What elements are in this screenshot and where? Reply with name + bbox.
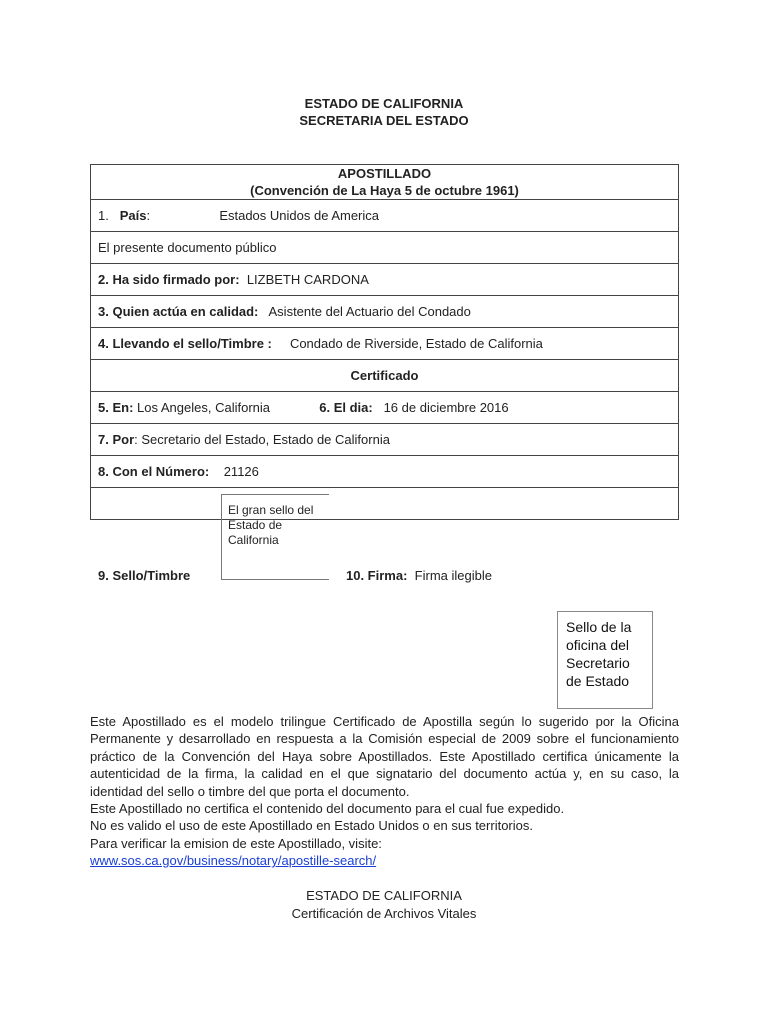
great-seal-box: El gran sello del Estado de California bbox=[221, 494, 329, 580]
sello-label: 4. Llevando el sello/Timbre : bbox=[98, 336, 272, 351]
header-secretary: SECRETARIA DEL ESTADO bbox=[299, 113, 469, 128]
calidad-row bbox=[91, 296, 679, 328]
calidad-value: Asistente del Actuario del Condado bbox=[268, 304, 471, 319]
office-seal-box: Sello de la oficina del Secretario de Estado bbox=[557, 611, 653, 709]
pais-value: Estados Unidos de America bbox=[219, 208, 380, 223]
title-row bbox=[91, 165, 679, 200]
pais-row bbox=[91, 200, 679, 232]
pais-colon: : bbox=[146, 208, 151, 223]
dia-value: 16 de diciembre 2016 bbox=[383, 400, 509, 415]
body-line-not-valid: No es valido el uso de este Apostillado en Estado Unidos o en sus territorios. bbox=[90, 818, 533, 834]
body-paragraph: Este Apostillado es el modelo trilingue Certificado de Apostilla según lo sugerido por la Oficina Permanente y desarrollado en respuesta a la Comisión especial de 2009 sobre el funcionamiento práctico de la Convención del Haya sobre Apostillados. Este Apostillado certifica únicamente la autenticidad de la firma, la calidad en el que signatario del documento actúa y, en su caso, la identidad del sello o timbre del que porta el documento. bbox=[90, 714, 679, 799]
footer-state: ESTADO DE CALIFORNIA bbox=[306, 888, 462, 903]
en-value: Los Angeles, California bbox=[137, 400, 271, 415]
apostille-table bbox=[90, 164, 679, 583]
body-line-no-content: Este Apostillado no certifica el contenido del documento para el cual fue expedido. bbox=[90, 801, 565, 817]
presente-row bbox=[91, 232, 679, 264]
firma-field bbox=[346, 568, 492, 583]
dia-label: 6. El dia: bbox=[319, 400, 373, 415]
en-label: 5. En: bbox=[98, 400, 134, 415]
header-state: ESTADO DE CALIFORNIA bbox=[304, 96, 464, 111]
sello-timbre-label: 9. Sello/Timbre bbox=[98, 568, 191, 583]
body-line-verify: Para verificar la emision de este Apostillado, visite: bbox=[90, 835, 382, 851]
verification-link[interactable]: www.sos.ca.gov/business/notary/apostille-search/ bbox=[90, 853, 377, 869]
pais-number: 1. bbox=[98, 208, 109, 223]
calidad-label: 3. Quien actúa en calidad: bbox=[98, 304, 259, 319]
certificado-heading: Certificado bbox=[91, 360, 679, 392]
numero-value: 21126 bbox=[223, 464, 259, 479]
apostille-subtitle: (Convención de La Haya 5 de octubre 1961) bbox=[250, 183, 519, 198]
pais-label: País bbox=[119, 208, 147, 223]
firma-label: 10. Firma: bbox=[346, 568, 408, 583]
firmado-label: 2. Ha sido firmado por: bbox=[98, 272, 240, 287]
por-row bbox=[91, 424, 679, 456]
apostille-title: APOSTILLADO bbox=[337, 166, 432, 181]
presente-text: El presente documento público bbox=[91, 232, 679, 264]
body-text bbox=[90, 713, 679, 870]
footer-office: Certificación de Archivos Vitales bbox=[291, 906, 477, 921]
sello-value: Condado de Riverside, Estado de California bbox=[289, 336, 543, 351]
firmado-row bbox=[91, 264, 679, 296]
sello-row bbox=[91, 328, 679, 360]
por-value: : Secretario del Estado, Estado de California bbox=[134, 432, 390, 447]
document-header bbox=[0, 95, 768, 129]
firmado-value: LIZBETH CARDONA bbox=[246, 272, 369, 287]
seal-signature-row bbox=[91, 488, 679, 520]
numero-label: 8. Con el Número: bbox=[98, 464, 210, 479]
firma-value: Firma ilegible bbox=[414, 568, 492, 583]
en-dia-row bbox=[91, 392, 679, 424]
document-footer bbox=[0, 887, 768, 923]
por-label: 7. Por bbox=[98, 432, 135, 447]
certificado-row bbox=[91, 360, 679, 392]
numero-row bbox=[91, 456, 679, 488]
